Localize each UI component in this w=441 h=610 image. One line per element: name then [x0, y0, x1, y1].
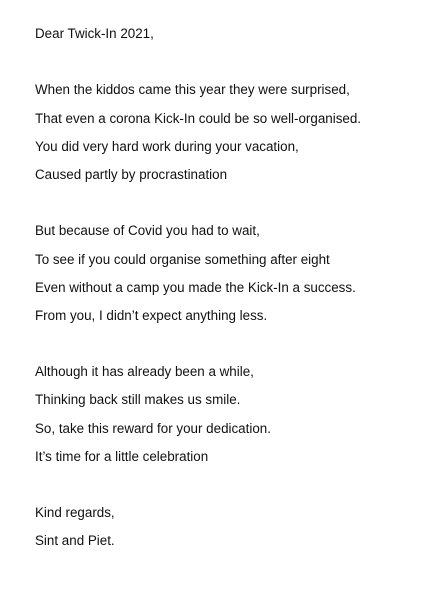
blank-line — [35, 195, 435, 223]
poem-line: But because of Covid you had to wait, — [35, 223, 260, 239]
blank-line — [35, 54, 435, 82]
poem-line: Thinking back still makes us smile. — [35, 392, 241, 408]
blank-line — [35, 477, 435, 505]
poem-line: From you, I didn’t expect anything less. — [35, 307, 268, 323]
signature-line: Sint and Piet. — [35, 533, 115, 549]
poem-line: To see if you could organise something after eight — [35, 251, 330, 267]
letter-body — [35, 26, 435, 562]
poem-line: Caused partly by procrastination — [35, 166, 228, 182]
poem-line: Although it has already been a while, — [35, 364, 254, 380]
greeting-line: Dear Twick-In 2021, — [35, 26, 154, 41]
closing-line: Kind regards, — [35, 505, 115, 521]
poem-line: So, take this reward for your dedication. — [35, 420, 271, 436]
poem-line: When the kiddos came this year they were surprised, — [35, 82, 350, 98]
poem-line: It’s time for a little celebration — [35, 448, 209, 464]
poem-line: That even a corona Kick-In could be so well-organised. — [35, 110, 362, 126]
blank-line — [35, 336, 435, 364]
poem-line: Even without a camp you made the Kick-In a success. — [35, 279, 356, 295]
poem-line: You did very hard work during your vacation, — [35, 138, 299, 154]
